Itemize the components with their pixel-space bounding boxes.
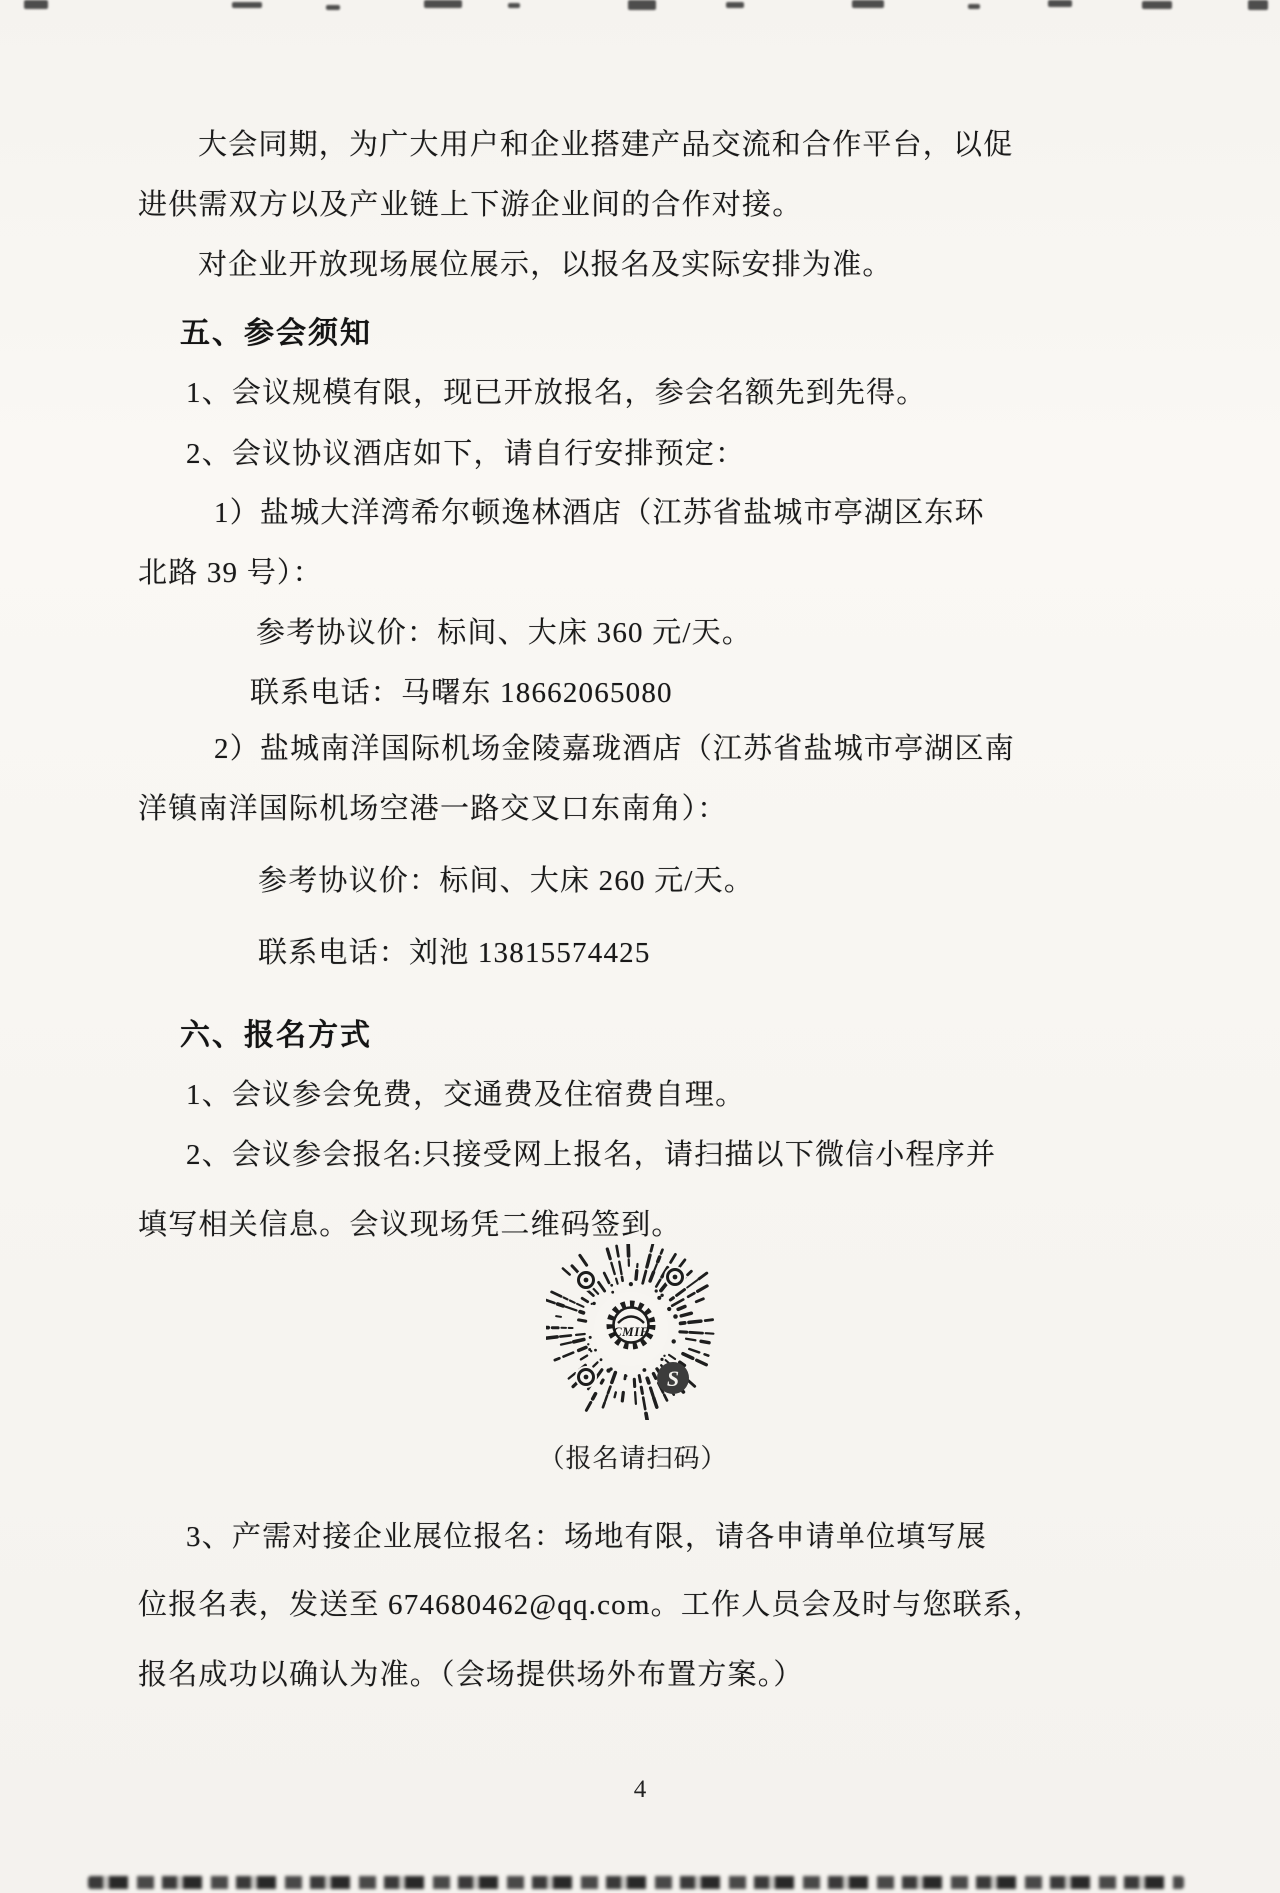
section6-item-2-line-1: 2、会议参会报名:只接受网上报名，请扫描以下微信小程序并 [186, 1139, 997, 1171]
section6-item-1: 1、会议参会免费，交通费及住宿费自理。 [186, 1079, 746, 1111]
scan-artifact [232, 2, 262, 8]
hotel1-line-1: 1）盐城大洋湾希尔顿逸林酒店（江苏省盐城市亭湖区东环 [214, 497, 985, 529]
section6-heading: 六、报名方式 [180, 1019, 372, 1052]
scan-artifact [628, 0, 656, 10]
hotel2-phone: 联系电话：刘池 13815574425 [258, 937, 651, 969]
hotel1-price: 参考协议价：标间、大床 360 元/天。 [256, 617, 753, 649]
scan-artifact [424, 0, 462, 8]
wechat-miniprogram-qr-code [546, 1244, 716, 1420]
intro-line-2: 进供需双方以及产业链上下游企业间的合作对接。 [138, 189, 803, 221]
intro-line-3: 对企业开放现场展位展示，以报名及实际安排为准。 [198, 249, 893, 281]
scan-artifact [726, 2, 744, 8]
section5-heading: 五、参会须知 [180, 317, 372, 350]
section6-item-3-line-2: 位报名表，发送至 674680462@qq.com。工作人员会及时与您联系， [138, 1589, 1044, 1621]
scan-artifact [24, 0, 48, 9]
hotel2-line-2: 洋镇南洋国际机场空港一路交叉口东南角）： [138, 793, 728, 825]
scan-artifact [1048, 0, 1072, 7]
qr-finder-marker-top-right [664, 1266, 686, 1288]
hotel1-phone: 联系电话：马曙东 18662065080 [250, 677, 673, 709]
qr-caption: （报名请扫码） [538, 1444, 728, 1473]
section6-item-2-line-2: 填写相关信息。会议现场凭二维码签到。 [138, 1209, 682, 1241]
page-number: 4 [633, 1776, 647, 1803]
svg-text:S: S [666, 1366, 680, 1391]
hotel1-line-2: 北路 39 号）： [138, 557, 323, 589]
scan-artifact [1142, 1, 1172, 9]
qr-logo-text: CMIF [613, 1324, 649, 1339]
intro-line-1: 大会同期，为广大用户和企业搭建产品交流和合作平台，以促 [198, 129, 1014, 161]
scan-artifact [326, 5, 340, 10]
scan-artifact [508, 3, 520, 8]
hotel2-price: 参考协议价：标间、大床 260 元/天。 [258, 865, 755, 897]
scan-artifact-bottom [88, 1876, 1184, 1889]
scan-artifact [1248, 0, 1268, 10]
section5-item-1: 1、会议规模有限，现已开放报名，参会名额先到先得。 [186, 377, 927, 409]
qr-finder-marker-top-left [575, 1269, 597, 1291]
scan-artifact [968, 4, 980, 9]
section6-item-3-line-3: 报名成功以确认为准。（会场提供场外布置方案。） [138, 1659, 804, 1691]
hotel2-line-1: 2）盐城南洋国际机场金陵嘉珑酒店（江苏省盐城市亭湖区南 [214, 733, 1015, 765]
section6-item-3-line-1: 3、产需对接企业展位报名：场地有限，请各申请单位填写展 [186, 1521, 987, 1553]
qr-finder-marker-bottom-left [575, 1366, 597, 1388]
section5-item-2: 2、会议协议酒店如下，请自行安排预定： [186, 438, 746, 470]
miniprogram-s-badge-icon [657, 1362, 689, 1394]
scan-artifact [852, 0, 884, 8]
